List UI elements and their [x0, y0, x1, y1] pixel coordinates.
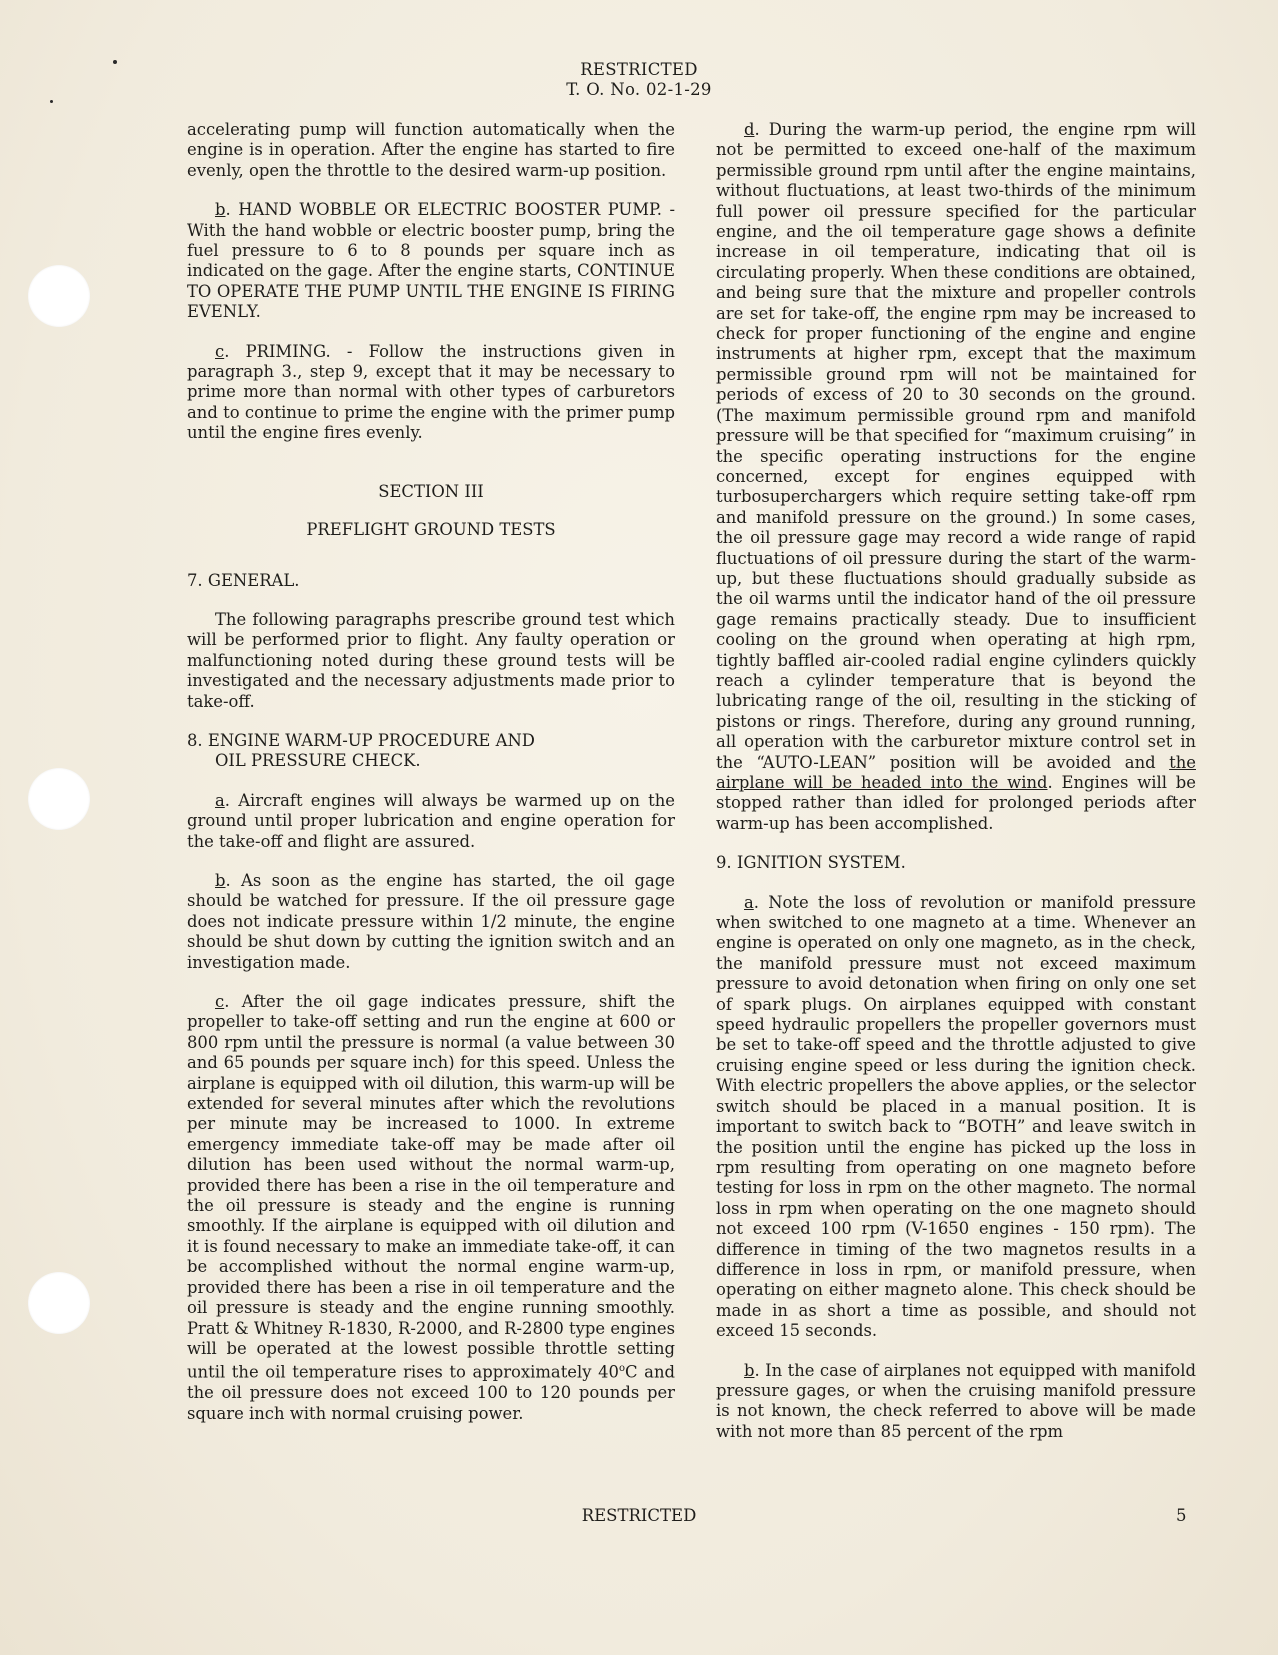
heading-8-line-1: 8. ENGINE WARM-UP PROCEDURE AND	[187, 730, 535, 750]
item-letter: c	[215, 992, 225, 1011]
item-text: . PRIMING. - Follow the instructions given in paragraph 3., step 9, except that it may be necessary to prime more than normal with other types of carburetors and to continue to prime the engine with the primer pump until the engine fires evenly.	[187, 341, 675, 443]
item-text-after: . Engines will be stopped rather than idled for prolonged periods after warm-up has been accomplished.	[716, 773, 1197, 833]
item-text: . Aircraft engines will always be warmed up on the ground until proper lubrication and engine operation for the take-off and flight are assured.	[187, 790, 675, 851]
left-column	[187, 120, 675, 1443]
punch-hole	[28, 768, 90, 830]
item-text: . As soon as the engine has started, the oil gage should be watched for pressure. If the oil pressure gage does not indicate pressure within 1/2 minute, the engine should be shut down by cutting the ignition switch and an investigation made.	[187, 870, 675, 972]
paragraph-6c	[187, 342, 675, 444]
section-title: SECTION III	[378, 481, 484, 501]
paragraph-continued: accelerating pump will function automatically when the engine is in operation. After the engine has started to fire evenly, open the throttle to the desired warm-up position.	[187, 120, 675, 180]
item-text: . During the warm-up period, the engine rpm will not be permitted to exceed one-half of the maximum permissible ground rpm until after the engine maintains, without fluctuations, at least two-thirds of the minimum full power oil pressure specified for the particular engine, and the oil temperature gage shows a definite increase in oil temperature, indicating that oil is circulating properly. When these conditions are obtained, and being sure that the mixture and propeller controls are set for take-off, the engine rpm may be increased to check for proper functioning of the engine and engine instruments at higher rpm, except that the maximum permissible ground rpm will not be maintained for periods of excess of 20 to 30 seconds on the ground. (The maximum permissible ground rpm and manifold pressure will be that specified for “maximum cruising” in the specific operating instructions for the engine concerned, except for engines equipped with turbosuperchargers which require setting take-off rpm and manifold pressure on the ground.) In some cases, the oil pressure gage may record a wide range of rapid fluctuations of oil pressure during the start of the warm-up, but these fluctuations should gradually subside as the oil warms until the indicator hand of the oil pressure gage remains practically steady. Due to insufficient cooling on the ground when operating at high rpm, tightly baffled air-cooled radial engine cylinders quickly reach a cylinder temperature that is beyond the lubricating range of the oil, resulting in the sticking of pistons or rings. Therefore, during any ground running, all operation with the carburetor mixture control set in the “AUTO-LEAN” position will be avoided and	[716, 120, 1196, 772]
degree-sign: o	[618, 1363, 626, 1375]
item-letter: a	[744, 892, 754, 912]
page-footer	[0, 1506, 1278, 1530]
item-underlined: the airplane will be headed into the wind	[716, 752, 1196, 792]
item-title: . HAND WOBBLE OR ELECTRIC BOOSTER PUMP.	[225, 200, 662, 220]
paragraph-8a	[187, 791, 675, 852]
paragraph-9a	[716, 893, 1196, 1342]
page-number: 5	[1176, 1506, 1187, 1525]
item-letter: d	[744, 120, 755, 139]
paragraph-7: The following paragraphs prescribe ground test which will be performed prior to flight. Any faulty operation or malfunctioning noted during these ground tests will be investigated and the necessary adjustments made prior to take-off.	[187, 609, 675, 711]
paragraph-8d	[716, 120, 1196, 834]
paragraph-8c	[187, 992, 675, 1424]
item-text-after: C and the oil pressure does not exceed 100 to 120 pounds per square inch with normal cruising power.	[187, 1362, 675, 1423]
section-subtitle: PREFLIGHT GROUND TESTS	[306, 520, 556, 540]
header-classification: RESTRICTED	[580, 60, 698, 79]
heading-9: 9. IGNITION SYSTEM.	[716, 853, 906, 873]
item-text: . After the oil gage indicates pressure, shift the propeller to take-off setting and run the engine at 600 or 800 rpm until the pressure is normal (a value between 30 and 65 pounds per square inch) for this speed. Unless the airplane is equipped with oil dilution, this warm-up will be extended for several minutes after which the revolutions per minute may be increased to 1000. In extreme emergency immediate take-off may be made after oil dilution has been used without the normal warm-up, provided there has been a rise in the oil temperature and the oil pressure is steady and the engine is running smoothly. If the airplane is equipped with oil dilution and it is found necessary to make an immediate take-off, it can be accomplished without the normal engine warm-up, provided there has been a rise in oil temperature and the oil pressure is steady and the engine running smoothly. Pratt & Whitney R-1830, R-2000, and R-2800 type engines will be operated at the lowest possible throttle setting until the oil temperature rises to approximately 40	[187, 992, 675, 1382]
heading-8	[187, 731, 675, 772]
item-text: . In the case of airplanes not equipped with manifold pressure gages, or when the cruising manifold pressure is not known, the check referred to above will be made with not more than 85 percent of the rpm	[716, 1360, 1196, 1441]
item-letter: b	[744, 1360, 755, 1380]
heading-7: 7. GENERAL.	[187, 570, 300, 590]
item-letter: b	[215, 200, 226, 220]
item-emphasis: CONTINUE TO OPERATE THE PUMP UNTIL THE ENGINE IS FIRING EVENLY.	[187, 261, 675, 322]
paragraph-8b	[187, 871, 675, 973]
item-letter: c	[215, 341, 225, 361]
item-text: . Note the loss of revolution or manifold pressure when switched to one magneto at a time. Whenever an engine is operated on only one magneto, as in the check, the manifold pressure must not exceed maximum pressure to avoid detonation when firing on only one set of spark plugs. On airplanes equipped with constant speed hydraulic propellers the propeller governors must be set to take-off speed and the throttle adjusted to give cruising engine speed or less during the ignition check. With electric propellers the above applies, or the selector switch should be placed in a manual position. It is important to switch back to “BOTH” and leave switch in the position until the engine has picked up the loss in rpm resulting from operating on one magneto before testing for loss in rpm on the other magneto. The normal loss in rpm when operating on the one magneto should not exceed 100 rpm (V-1650 engines - 150 rpm). The difference in timing of the two magnetos results in a difference in loss in rpm, or manifold pressure, when operating on either magneto alone. This check should be made in as short a time as possible, and should not exceed 15 seconds.	[716, 892, 1196, 1341]
punch-hole	[28, 1272, 90, 1334]
header-order-number: T. O. No. 02-1-29	[566, 80, 712, 99]
punch-hole	[28, 265, 90, 327]
item-letter: a	[215, 790, 225, 810]
right-column	[716, 120, 1196, 1461]
heading-8-line-2: OIL PRESSURE CHECK.	[215, 751, 421, 771]
item-text: - With the hand wobble or electric booster pump, bring the fuel pressure to 6 to 8 pounds per square inch as indicated on the gage. After the engine starts,	[187, 200, 675, 281]
footer-classification: RESTRICTED	[581, 1506, 697, 1525]
paragraph-9b	[716, 1361, 1196, 1443]
item-letter: b	[215, 870, 226, 890]
paragraph-6b	[187, 200, 675, 322]
ink-speck	[50, 100, 53, 103]
